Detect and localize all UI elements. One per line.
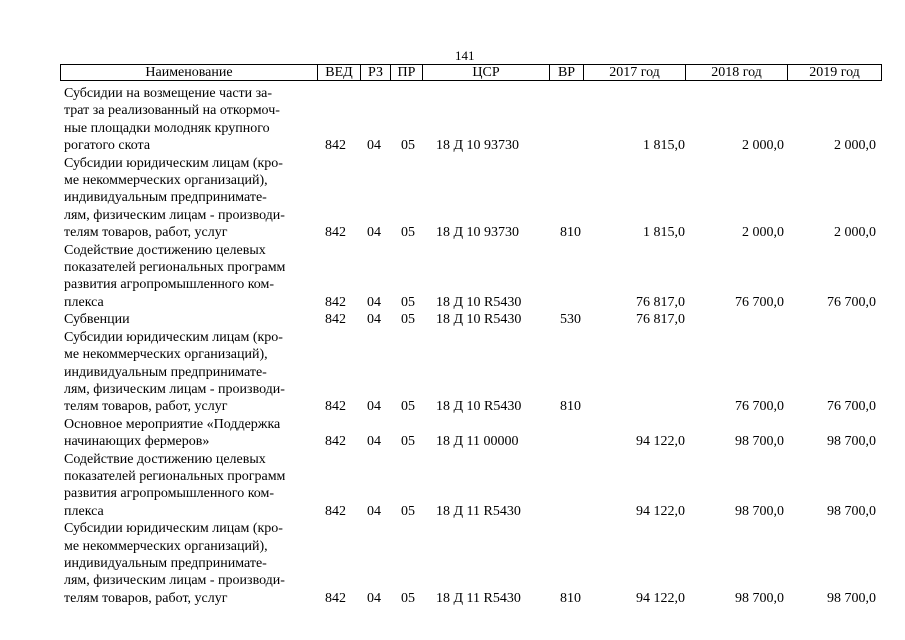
ved-cell: 842 — [325, 399, 346, 415]
header-2017: 2017 год — [583, 65, 685, 80]
row-name-line: индивидуальным предпринимате- — [64, 190, 267, 206]
header-vr: ВР — [549, 65, 583, 80]
header-2018: 2018 год — [685, 65, 787, 80]
row-name-line: телям товаров, работ, услуг — [64, 399, 228, 415]
pr-cell: 05 — [401, 503, 415, 519]
table-row — [0, 329, 905, 416]
pr-cell: 05 — [401, 590, 415, 606]
amount-2017-cell: 94 122,0 — [636, 590, 685, 606]
rz-cell: 04 — [367, 399, 381, 415]
csr-cell: 18 Д 11 R5430 — [436, 503, 521, 519]
row-values — [0, 590, 905, 607]
amount-2017-cell: 94 122,0 — [636, 434, 685, 450]
table-row — [0, 416, 905, 451]
amount-2018-cell: 98 700,0 — [735, 503, 784, 519]
csr-cell: 18 Д 10 R5430 — [436, 399, 522, 415]
row-name-line: плекса — [64, 294, 104, 310]
row-values — [0, 433, 905, 450]
row-name-line: лям, физическим лицам - производи- — [64, 207, 285, 223]
row-name-line: ме некоммерческих организаций), — [64, 173, 268, 189]
vr-cell: 810 — [560, 399, 581, 415]
amount-2019-cell: 76 700,0 — [827, 399, 876, 415]
row-name-line: Субсидии юридическим лицам (кро- — [64, 521, 283, 537]
row-values — [0, 503, 905, 520]
row-values — [0, 224, 905, 241]
amount-2019-cell: 2 000,0 — [834, 138, 876, 154]
rz-cell: 04 — [367, 503, 381, 519]
rz-cell: 04 — [367, 138, 381, 154]
header-ved: ВЕД — [317, 65, 360, 80]
amount-2017-cell: 1 815,0 — [643, 225, 685, 241]
amount-2019-cell: 98 700,0 — [827, 503, 876, 519]
row-name-line: индивидуальным предпринимате- — [64, 555, 267, 571]
row-name-line: ные площадки молодняк крупного — [64, 120, 270, 136]
row-name-line: индивидуальным предпринимате- — [64, 364, 267, 380]
pr-cell: 05 — [401, 434, 415, 450]
rz-cell: 04 — [367, 590, 381, 606]
csr-cell: 18 Д 10 R5430 — [436, 312, 522, 328]
table-row — [0, 242, 905, 312]
row-name-line: показателей региональных программ — [64, 468, 286, 484]
rz-cell: 04 — [367, 312, 381, 328]
pr-cell: 05 — [401, 294, 415, 310]
row-values — [0, 294, 905, 311]
ved-cell: 842 — [325, 312, 346, 328]
row-values — [0, 398, 905, 415]
row-values — [0, 137, 905, 154]
table-row — [0, 311, 905, 328]
amount-2018-cell: 2 000,0 — [742, 225, 784, 241]
table-row — [0, 155, 905, 242]
row-values — [0, 311, 905, 328]
table-row — [0, 520, 905, 607]
amount-2017-cell: 94 122,0 — [636, 503, 685, 519]
row-name-line: Субсидии на возмещение части за- — [64, 86, 273, 101]
csr-cell: 18 Д 11 00000 — [436, 434, 519, 450]
amount-2018-cell: 76 700,0 — [735, 294, 784, 310]
csr-cell: 18 Д 10 93730 — [436, 225, 520, 241]
row-name-line: лям, физическим лицам - производи- — [64, 381, 285, 397]
ved-cell: 842 — [325, 590, 346, 606]
row-name-line: ме некоммерческих организаций), — [64, 347, 268, 363]
row-name-line: развития агропромышленного ком- — [64, 486, 275, 502]
row-name-line: лям, физическим лицам - производи- — [64, 573, 285, 589]
rz-cell: 04 — [367, 434, 381, 450]
page-number: 141 — [455, 48, 475, 63]
pr-cell: 05 — [401, 312, 415, 328]
amount-2019-cell: 98 700,0 — [827, 590, 876, 606]
vr-cell: 810 — [560, 590, 581, 606]
row-name-line: телям товаров, работ, услуг — [64, 590, 228, 606]
row-name-line: начинающих фермеров» — [64, 434, 210, 450]
row-name-line: Содействие достижению целевых — [64, 242, 266, 258]
row-name-line: развития агропромышленного ком- — [64, 277, 275, 293]
row-name-line: рогатого скота — [64, 138, 151, 154]
vr-cell: 810 — [560, 225, 581, 241]
amount-2018-cell: 76 700,0 — [735, 399, 784, 415]
row-name-line: ме некоммерческих организаций), — [64, 538, 268, 554]
row-name-line: Основное мероприятие «Поддержка — [64, 416, 281, 432]
csr-cell: 18 Д 10 R5430 — [436, 294, 522, 310]
ved-cell: 842 — [325, 225, 346, 241]
row-name-line: трат за реализованный на откормоч- — [64, 103, 280, 119]
header-name: Наименование — [145, 65, 233, 80]
pr-cell: 05 — [401, 138, 415, 154]
rz-cell: 04 — [367, 294, 381, 310]
amount-2018-cell: 98 700,0 — [735, 590, 784, 606]
row-name-line: плекса — [64, 503, 104, 519]
row-name-line: Субвенции — [64, 312, 130, 328]
amount-2019-cell: 98 700,0 — [827, 434, 876, 450]
amount-2018-cell: 2 000,0 — [742, 138, 784, 154]
header-2019: 2019 год — [787, 65, 881, 80]
amount-2019-cell: 76 700,0 — [827, 294, 876, 310]
amount-2018-cell: 98 700,0 — [735, 434, 784, 450]
csr-cell: 18 Д 11 R5430 — [436, 590, 521, 606]
amount-2019-cell: 2 000,0 — [834, 225, 876, 241]
header-pr: ПР — [390, 65, 422, 80]
amount-2017-cell: 1 815,0 — [643, 138, 685, 154]
table-row — [0, 85, 905, 155]
rz-cell: 04 — [367, 225, 381, 241]
header-rz: РЗ — [360, 65, 390, 80]
row-name-line: показателей региональных программ — [64, 260, 286, 276]
pr-cell: 05 — [401, 399, 415, 415]
row-name-line: Содействие достижению целевых — [64, 451, 266, 467]
table-body — [0, 85, 905, 607]
ved-cell: 842 — [325, 138, 346, 154]
vr-cell: 530 — [560, 312, 581, 328]
ved-cell: 842 — [325, 294, 346, 310]
row-name-line: Субсидии юридическим лицам (кро- — [64, 155, 283, 171]
table-row — [0, 451, 905, 521]
row-name-line: Субсидии юридическим лицам (кро- — [64, 329, 283, 345]
amount-2017-cell: 76 817,0 — [636, 312, 685, 328]
amount-2017-cell: 76 817,0 — [636, 294, 685, 310]
ved-cell: 842 — [325, 503, 346, 519]
header-csr: ЦСР — [422, 65, 549, 80]
row-name-line: телям товаров, работ, услуг — [64, 225, 228, 241]
table-header — [60, 64, 882, 81]
pr-cell: 05 — [401, 225, 415, 241]
csr-cell: 18 Д 10 93730 — [436, 138, 520, 154]
ved-cell: 842 — [325, 434, 346, 450]
